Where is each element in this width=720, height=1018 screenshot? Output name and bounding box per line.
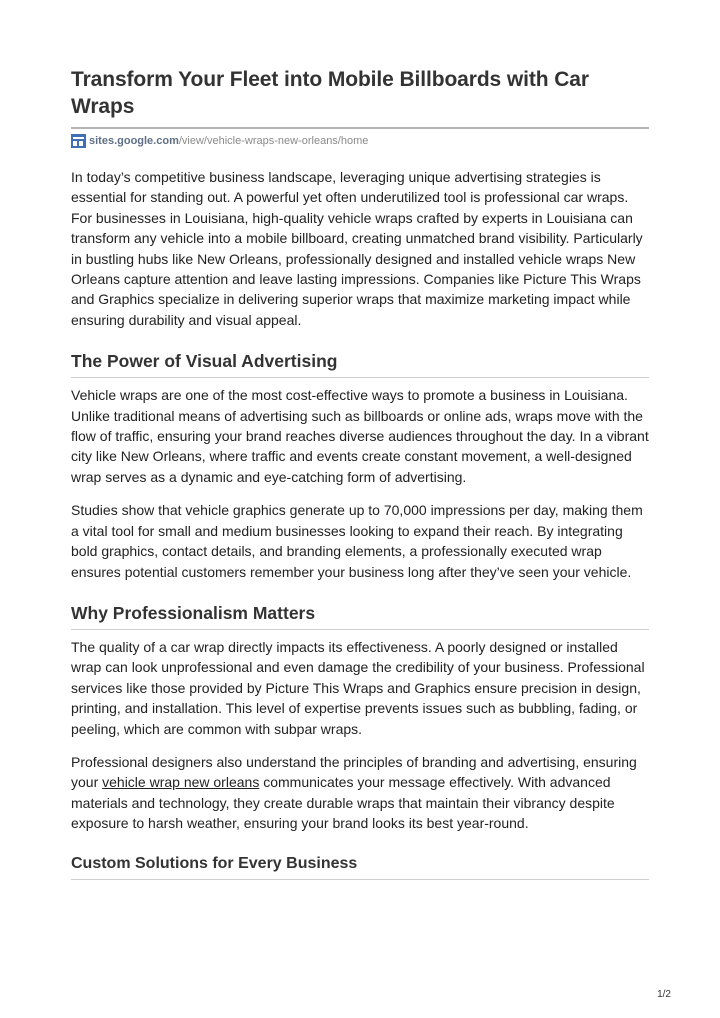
source-line (71, 134, 649, 148)
section-divider (71, 377, 649, 378)
page-title: Transform Your Fleet into Mobile Billboards with Car Wraps (71, 68, 589, 118)
paragraph-with-link (71, 752, 649, 834)
section-heading-why-professionalism-matters: Why Professionalism Matters (71, 602, 316, 623)
source-path: /view/vehicle-wraps-new-orleans/home (178, 135, 369, 147)
paragraph: Vehicle wraps are one of the most cost-effective ways to promote a business in Louisiana. Unlike traditional means of advertising such as billboards or online ads, wraps move with the flow of traffic, ensuring your brand reaches diverse audiences throughout the day. In a vibrant city like New Orleans, where traffic and events create constant movement, a well-designed wrap serves as a dynamic and eye-catching form of advertising. (71, 387, 649, 485)
paragraph: Studies show that vehicle graphics generate up to 70,000 impressions per day, making them a vital tool for small and medium businesses looking to expand their reach. By integrating bold graphics, contact details, and branding elements, a professionally executed wrap ensures potential customers remember your business long after they’ve seen your vehicle. (71, 502, 643, 580)
title-divider (71, 127, 649, 129)
section-divider (71, 879, 649, 880)
paragraph: The quality of a car wrap directly impacts its effectiveness. A poorly designed or installed wrap can look unprofessional and even damage the credibility of your business. Professional services like those provided by Picture This Wraps and Graphics ensure precision in design, printing, and installation. This level of expertise prevents issues such as bubbling, fading, or peeling, which are common with subpar wraps. (71, 638, 645, 737)
page-number: 1/2 (657, 989, 671, 1000)
section-heading-custom-solutions: Custom Solutions for Every Business (71, 854, 358, 872)
intro-paragraph: In today’s competitive business landscape, leveraging unique advertising strategies is essential for standing out. A powerful yet often underutilized tool is professional car wraps. For businesses in Louisiana, high-quality vehicle wraps crafted by experts in Louisiana can transform any vehicle into a mobile billboard, creating unmatched brand visibility. Particularly in bustling hubs like New Orleans, professionally designed and installed vehicle wraps New Orleans capture attention and leave lasting impressions. Companies like Picture This Wraps and Graphics specialize in delivering superior wraps that maximize marketing impact while ensuring durability and visual appeal. (71, 169, 643, 328)
paragraph-text: Professional designers also understand the principles of branding and advertising, ensuring your (71, 753, 637, 791)
source-host: sites.google.com (89, 135, 179, 147)
document-page (71, 66, 649, 880)
section-divider (71, 629, 649, 630)
section-heading-power-of-visual-advertising: The Power of Visual Advertising (71, 351, 338, 372)
google-sites-icon (71, 134, 86, 148)
vehicle-wrap-link[interactable]: vehicle wrap new orleans (102, 774, 260, 791)
paragraph-text: communicates your message effectively. With advanced materials and technology, they create durable wraps that maintain their vibrancy despite exposure to harsh weather, ensuring your brand looks its best year-round. (71, 774, 615, 832)
